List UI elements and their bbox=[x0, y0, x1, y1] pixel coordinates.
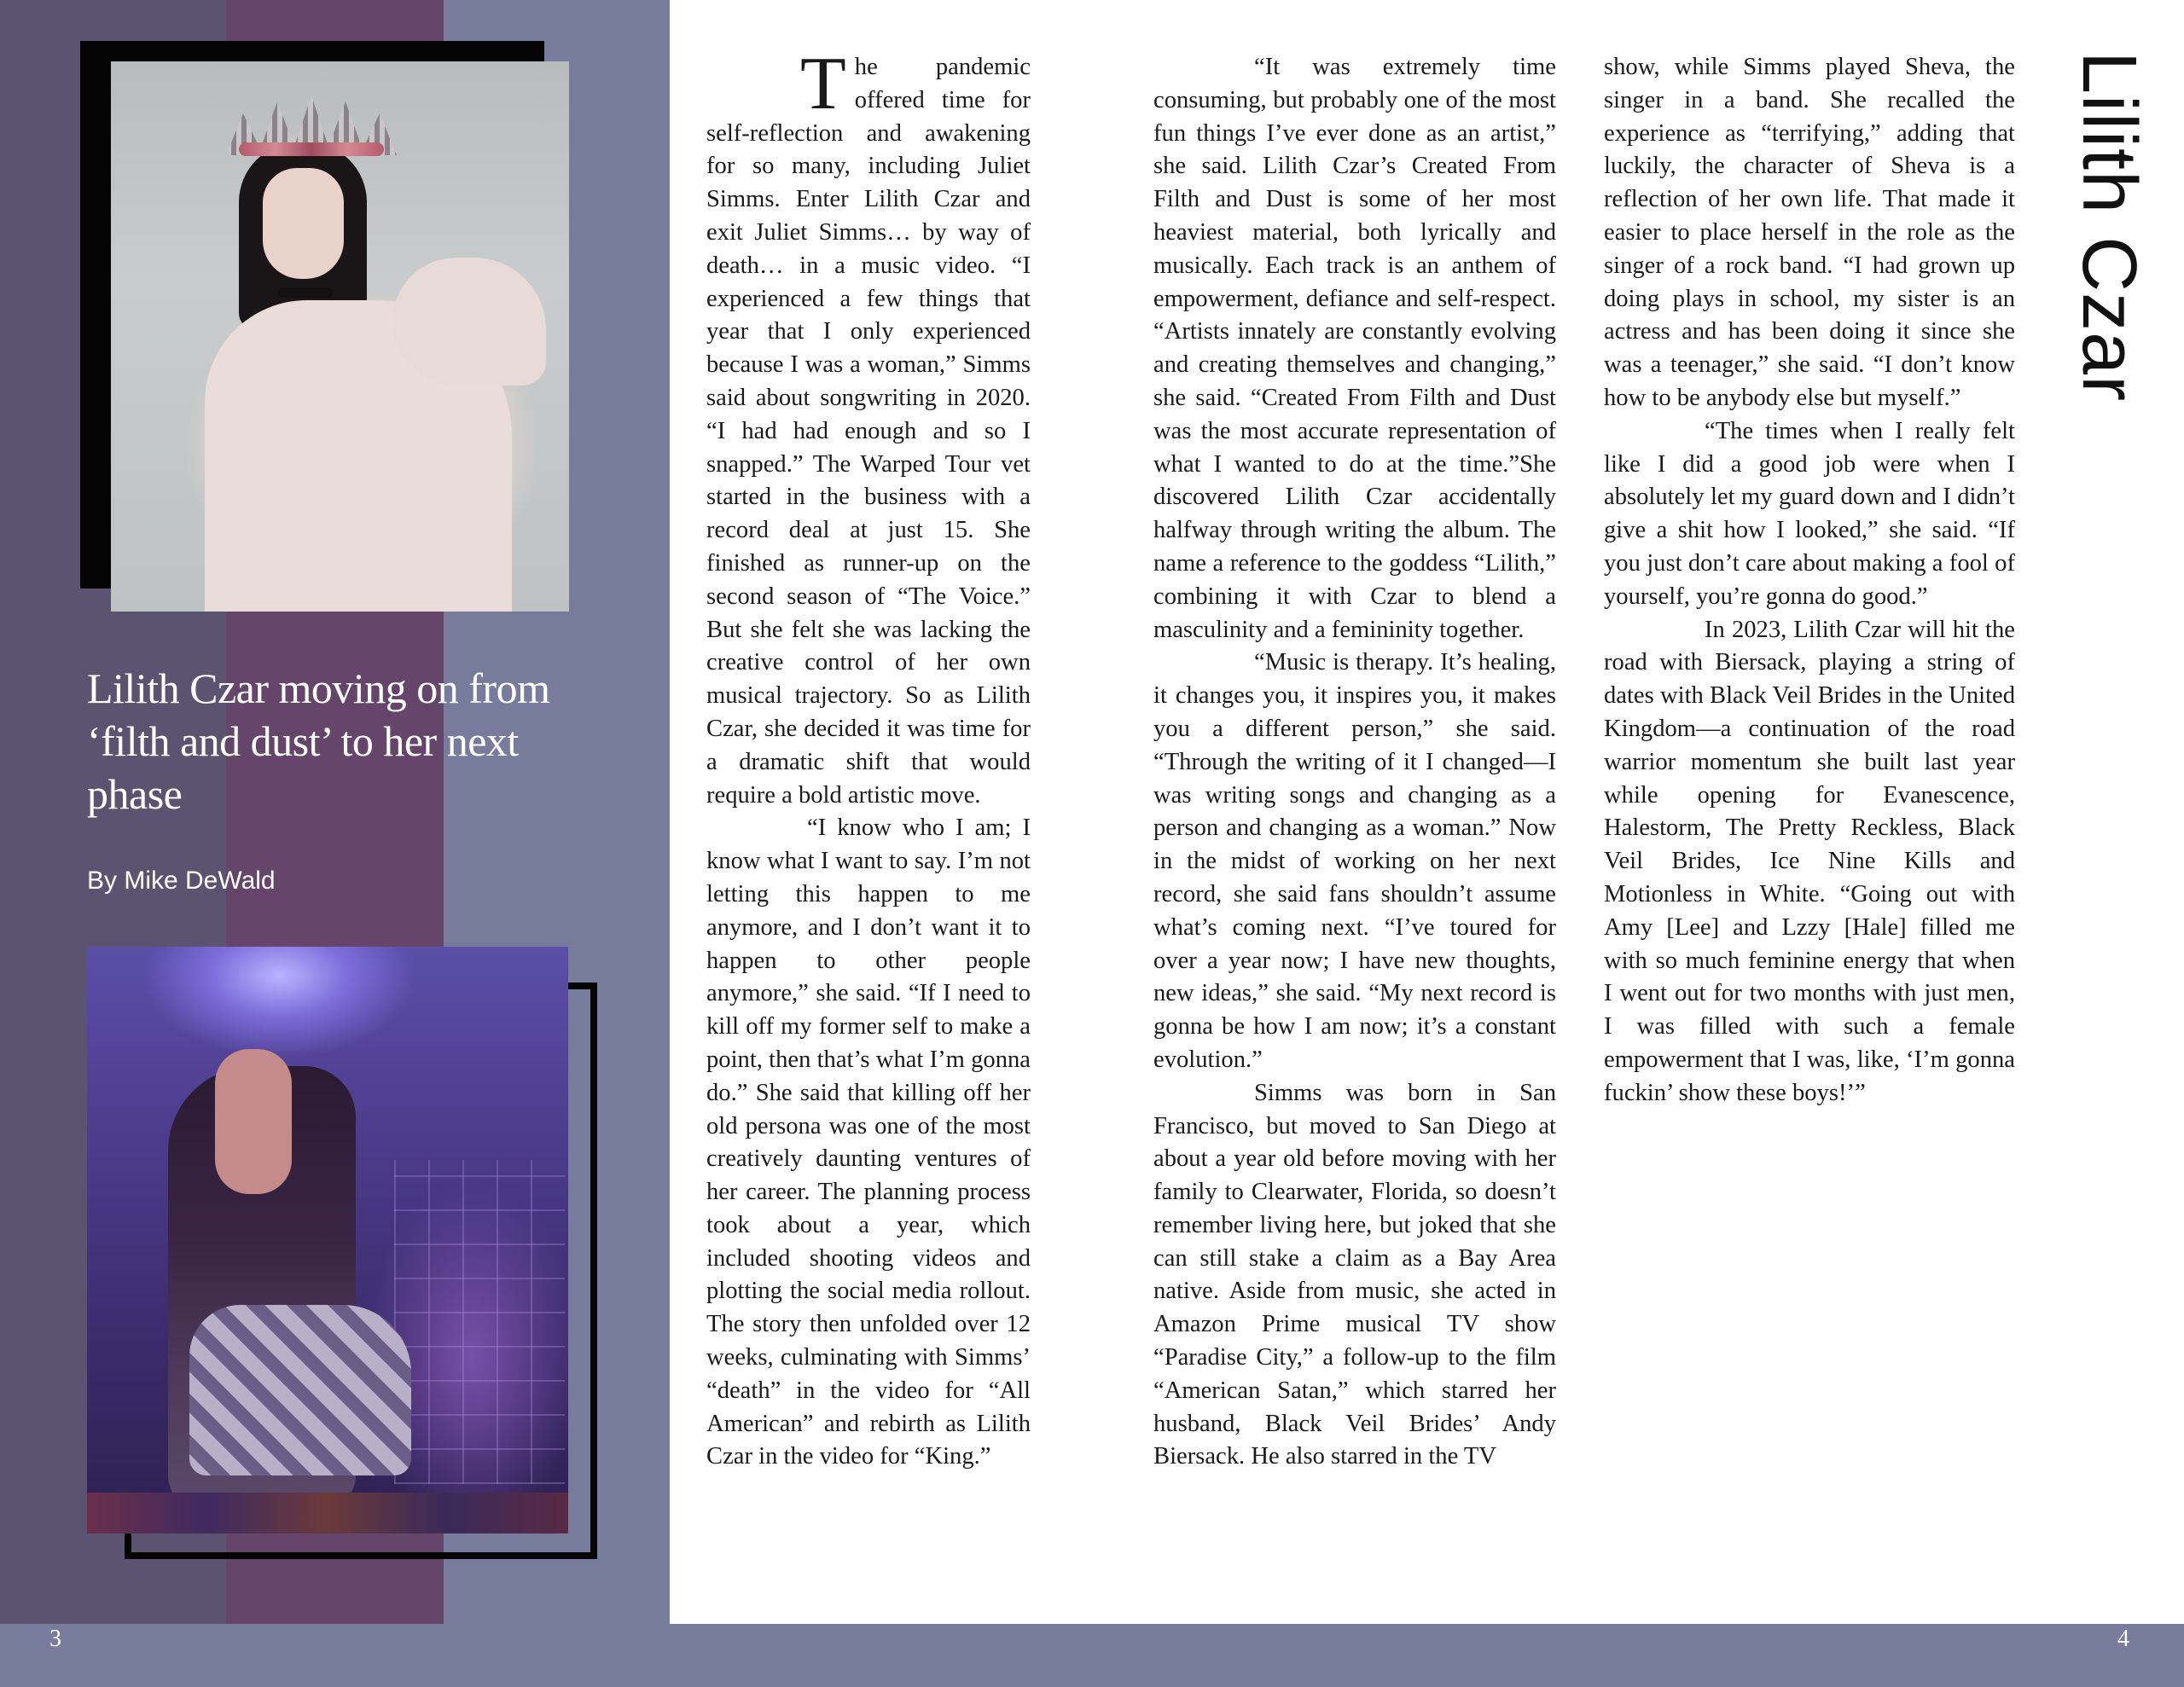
bottom-band bbox=[0, 1624, 2184, 1687]
paragraph: show, while Simms played Sheva, the singer in a band. She recalled the experience as “terrifying,” adding that luckily, the character of Sheva is a reflection of her own life. That made it easier to place herself in the role as the singer of a rock band. “I had grown up doing plays in school, my sister is an actress and has been doing it since she was a teenager,” she said. “I don’t know how to be anybody else but myself.” bbox=[1604, 54, 2015, 411]
stage-flowers bbox=[87, 1493, 568, 1533]
paragraph: Simms was born in San Francisco, but moved to San Diego at about a year old before moving with her family to Clearwater, Florida, so doesn’t remember living here, but joked that she can still stake a claim as a Bay Area native. Aside from music, she acted in Amazon Prime musical TV show “Paradise City,” a follow-up to the film “American Satan,” which starred her husband, Black Veil Brides’ Andy Biersack. He also starred in the TV bbox=[1153, 1079, 1556, 1470]
lead-text: he pandemic offered time for self-reflection and awakening for so many, including Juliet Simms. Enter Lilith Czar and exit Juliet Simms… by way of death… in a music video. “I experienced a few things that year that I only experienced because I was a woman,” Simms said about songwriting in 2020. “I had had enough and so I snapped.” The Warped Tour vet started in the business with a record deal at just 15. She finished as runner-up on the second season of “The Voice.” But she felt she was lacking the creative control of her own musical trajectory. So as Lilith Czar, she decided it was time for a dramatic shift that would require a bold artistic move. bbox=[706, 54, 1031, 809]
patterned-pants bbox=[189, 1305, 411, 1475]
face bbox=[263, 168, 344, 279]
crown-band bbox=[239, 142, 384, 156]
paragraph: “I know who I am; I know what I want to say. I’m not letting this happen to me anymore, and I don’t want it to happen to other people anymore,” she said. “If I need to kill off my former self to make a point, then that’s what I’m gonna do.” She said that killing off her old persona was one of the most creatively daunting ventures of her career. The planning process took about a year, which included shooting videos and plotting the social media rollout. The story then unfolded over 12 weeks, culminating with Simms’ “death” in the video for “All American” and rebirth as Lilith Czar in the video for “King.” bbox=[706, 815, 1031, 1470]
performer-torso bbox=[215, 1049, 292, 1194]
vertical-title bbox=[2066, 51, 2160, 443]
portrait-photo bbox=[111, 61, 569, 612]
paragraph: “Music is therapy. It’s healing, it changes you, it inspires you, it makes you a different person,” she said. “Through the writing of it I changed—I was writing songs and changing as a person and changing as a woman.” Now in the midst of working on her next record, she said fans shouldn’t assume what’s coming next. “I’ve toured for over a year now; I have new thoughts, new ideas,” she said. “My next record is gonna be how I am now; it’s a constant evolution.” bbox=[1153, 649, 1556, 1073]
lead-paragraph bbox=[706, 43, 1031, 812]
paragraph: “It was extremely time consuming, but probably one of the most fun things I’ve ever done as an artist,” she said. Lilith Czar’s Created From Filth and Dust is some of her most heaviest material, both lyrically and musically. Each track is an anthem of empowerment, defiance and self-respect. “Artists innately are constantly evolving and creating themselves and changing,” she said. “Created From Filth and Dust was the most accurate representation of what I wanted to do at the time.”She discovered Lilith Czar accidentally halfway through writing the album. The name a reference to the goddess “Lilith,” combining it with Czar to blend a masculinity and a femininity together. bbox=[1153, 54, 1556, 643]
article-column-2 bbox=[1153, 51, 1556, 1474]
concert-photo bbox=[87, 947, 568, 1533]
article-headline: Lilith Czar moving on from ‘filth and dust’ to her next phase bbox=[87, 664, 550, 818]
vertical-title-text: Lilith Czar bbox=[2066, 51, 2152, 403]
page-number-right: 4 bbox=[2117, 1626, 2129, 1652]
byline: By Mike DeWald bbox=[87, 867, 276, 895]
paragraph: “The times when I really felt like I did a good job were when I absolutely let my guard down and I didn’t give a shit how I looked,” she said. “If you just don’t care about making a fool of yourself, you’re gonna do good.” bbox=[1604, 417, 2015, 610]
paragraph: In 2023, Lilith Czar will hit the road with Biersack, playing a string of dates with Black Veil Brides in the United Kingdom—a continuation of the road warrior momentum she built last year while opening for Evanescence, Halestorm, The Pretty Reckless, Black Veil Brides, Ice Nine Kills and Motionless in White. “Going out with Amy [Lee] and Lzzy [Hale] filled me with so much feminine energy that when I went out for two months with just men, I was filled with such a female empowerment that I was, like, ‘I’m gonna fuckin’ show these boys!’” bbox=[1604, 616, 2015, 1106]
article-column-3 bbox=[1604, 51, 2015, 1110]
choker bbox=[278, 287, 333, 298]
drop-cap: T bbox=[800, 43, 846, 125]
page-number-left: 3 bbox=[49, 1626, 61, 1652]
article-column-1 bbox=[706, 43, 1031, 1474]
raised-arm bbox=[392, 258, 546, 386]
stage-rig bbox=[394, 1160, 565, 1484]
